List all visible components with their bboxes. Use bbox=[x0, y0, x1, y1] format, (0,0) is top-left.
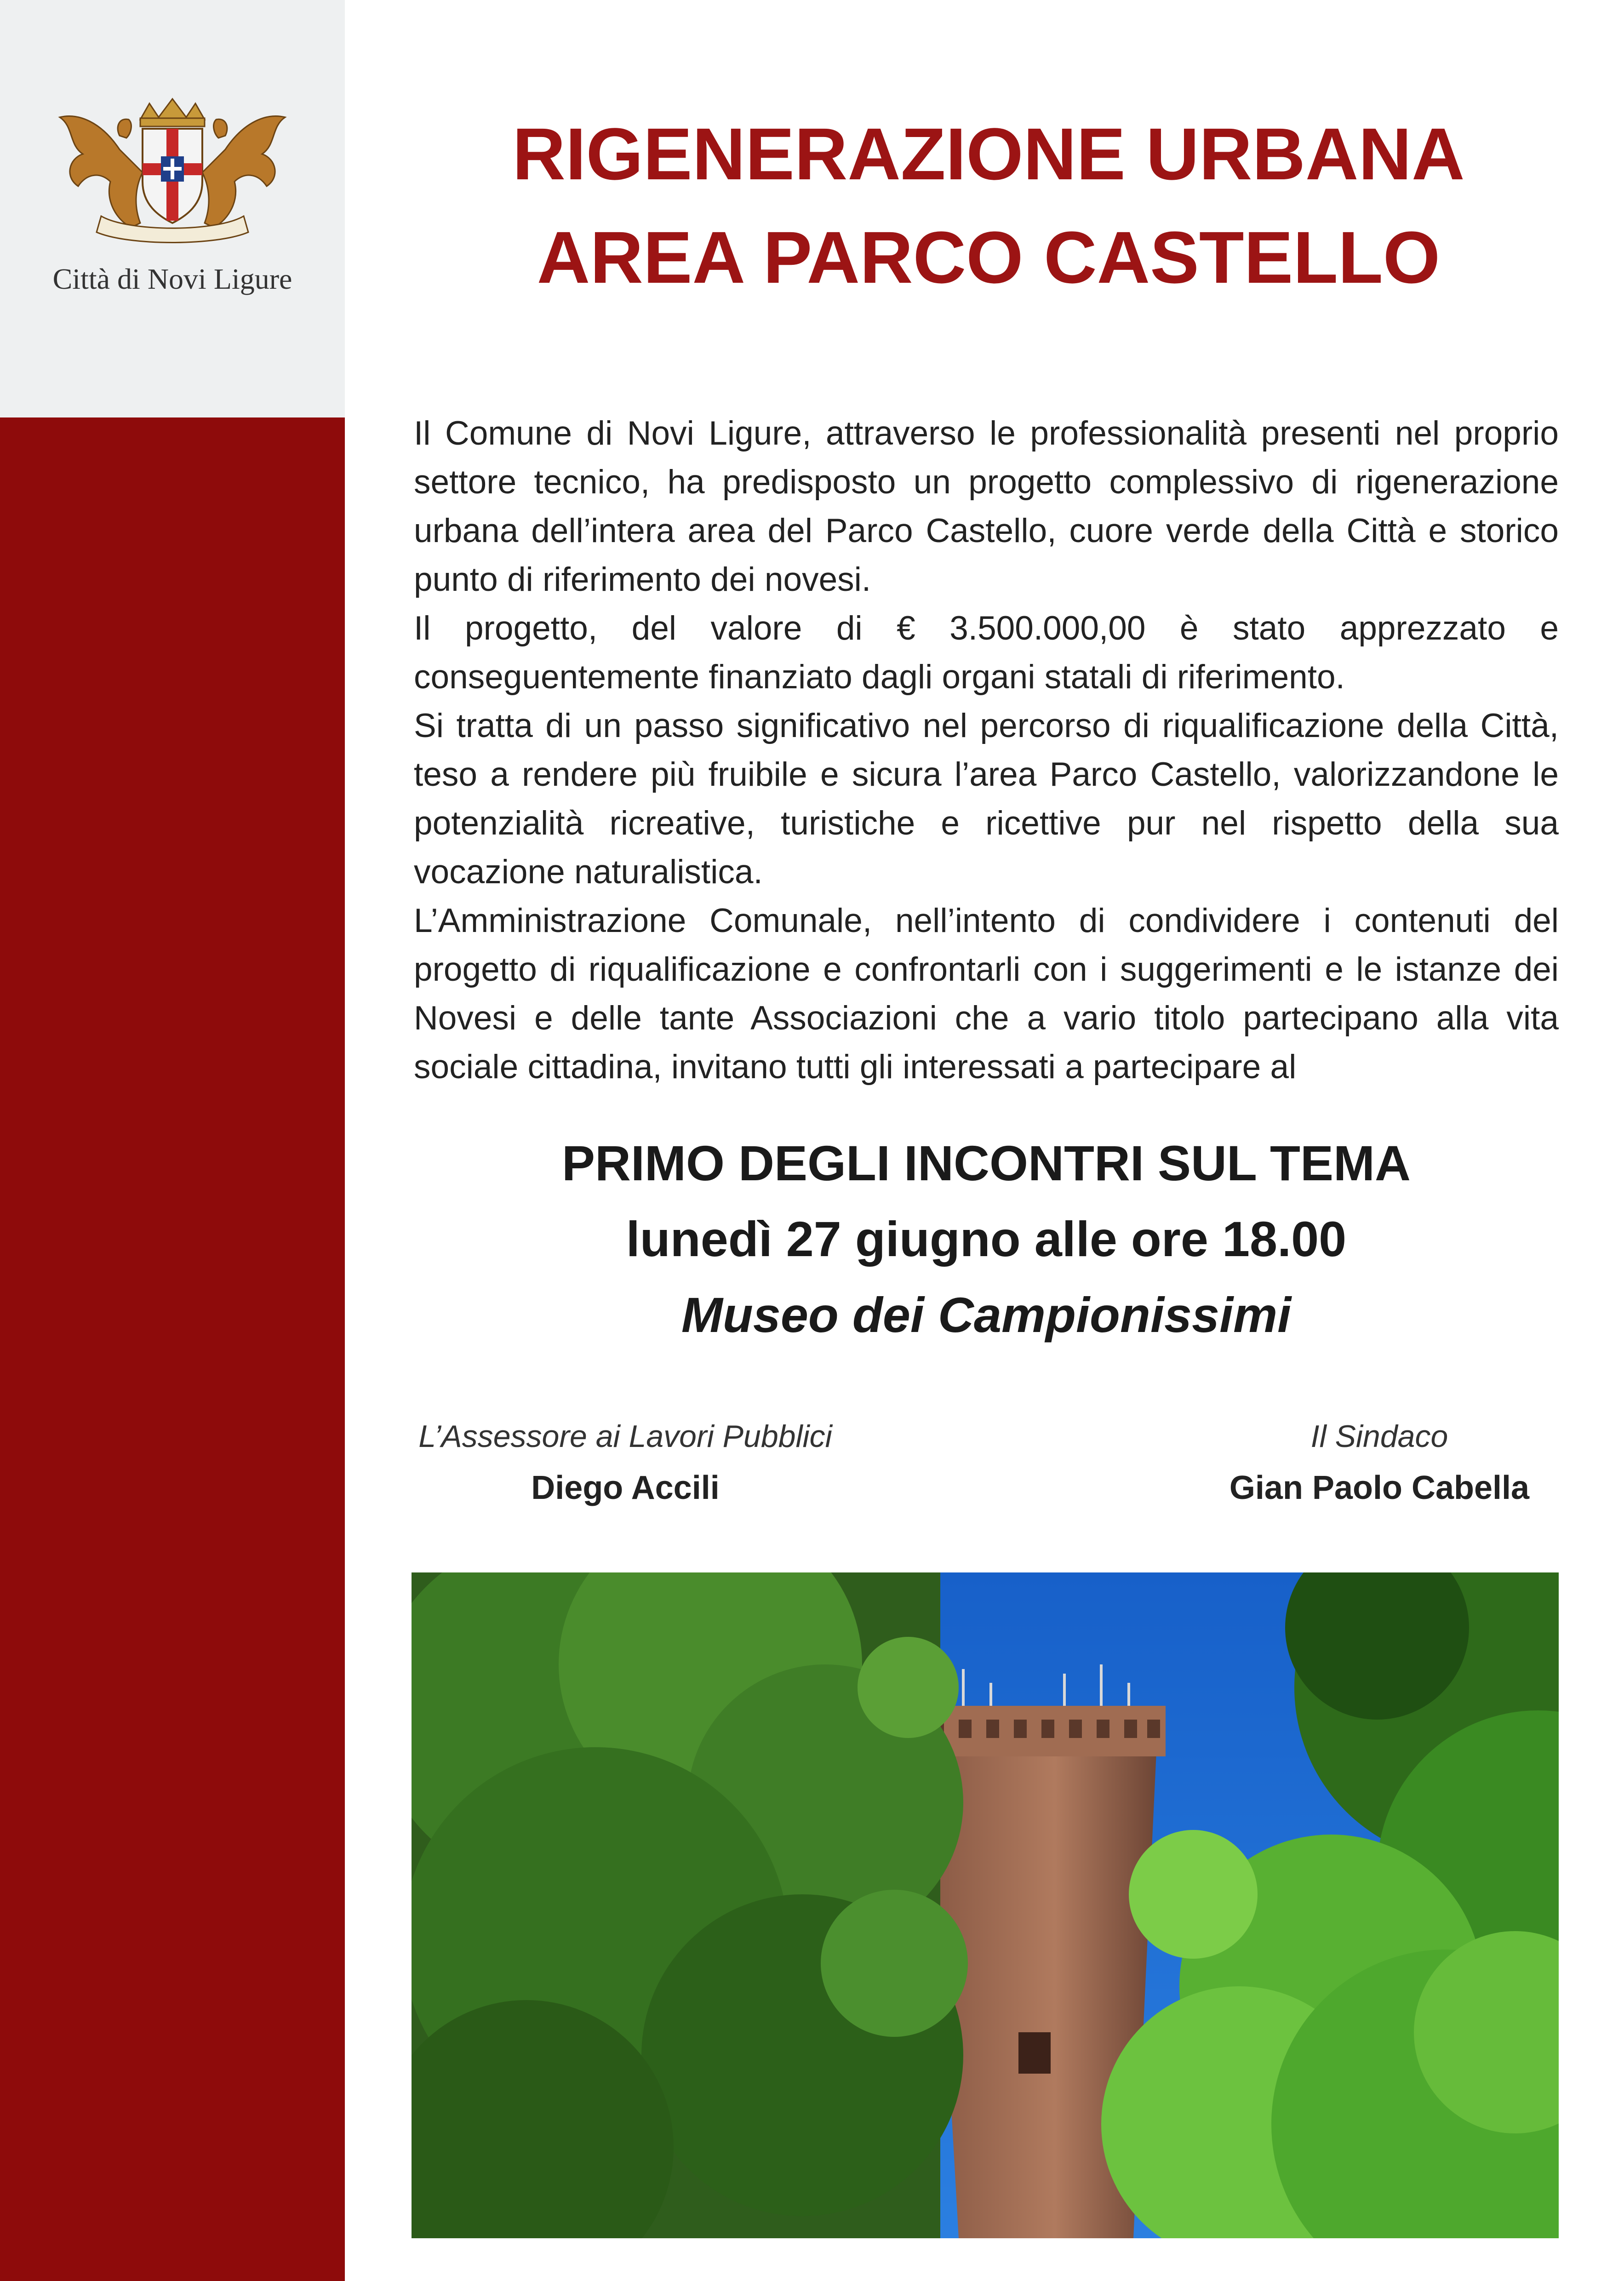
event-headline: PRIMO DEGLI INCONTRI SUL TEMA bbox=[561, 1135, 1411, 1191]
body-paragraph: Il progetto, del valore di € 3.500.000,00 è stato apprezzato e conseguentemente finanziato dagli organi statali di riferimento. bbox=[414, 610, 1559, 696]
page-title-line-1: RIGENERAZIONE URBANA bbox=[512, 113, 1465, 195]
right-griffin-icon bbox=[202, 116, 285, 228]
signature-right-name: Gian Paolo Cabella bbox=[1229, 1469, 1530, 1506]
shield-icon bbox=[143, 129, 202, 223]
body-paragraph: L’Amministrazione Comunale, nell’intento di condividere i contenuti del progetto di riqualificazione e confrontarli con i suggerimenti e le istanze dei Novesi e delle tante Associazioni che a vario titolo partecipano alla vita sociale cittadina, invitano tutti gli interessati a partecipare al bbox=[414, 902, 1559, 1086]
city-name: Città di Novi Ligure bbox=[52, 263, 292, 295]
city-crest-icon bbox=[51, 94, 294, 251]
body-text bbox=[414, 409, 1559, 1092]
page-title-line-2: AREA PARCO CASTELLO bbox=[537, 216, 1441, 298]
signature-left-role: L’Assessore ai Lavori Pubblici bbox=[418, 1419, 832, 1454]
signature-left-name: Diego Accili bbox=[531, 1469, 720, 1506]
left-griffin-icon bbox=[60, 116, 143, 228]
sidebar-red-band bbox=[0, 417, 345, 2281]
event-venue: Museo dei Campionissimi bbox=[681, 1287, 1292, 1343]
event-datetime: lunedì 27 giugno alle ore 18.00 bbox=[626, 1211, 1347, 1267]
body-paragraph: Si tratta di un passo significativo nel percorso di riqualificazione della Città, teso a rendere più fruibile e sicura l’area Parco Castello, valorizzandone le potenzialità ricreative, turistiche e ricettive pur nel rispetto della sua vocazione naturalistica. bbox=[414, 707, 1559, 891]
signature-right-role: Il Sindaco bbox=[1310, 1419, 1448, 1454]
left-tree-icon bbox=[412, 1572, 968, 2238]
crown-icon bbox=[140, 99, 205, 126]
castle-tower-photo bbox=[412, 1572, 1559, 2238]
body-paragraph: Il Comune di Novi Ligure, attraverso le professionalità presenti nel proprio settore tecnico, ha predisposto un progetto complessivo di rigenerazione urbana dell’intera area del Parco Castello, cuore verde della Città e storico punto di riferimento dei novesi. bbox=[414, 415, 1559, 598]
